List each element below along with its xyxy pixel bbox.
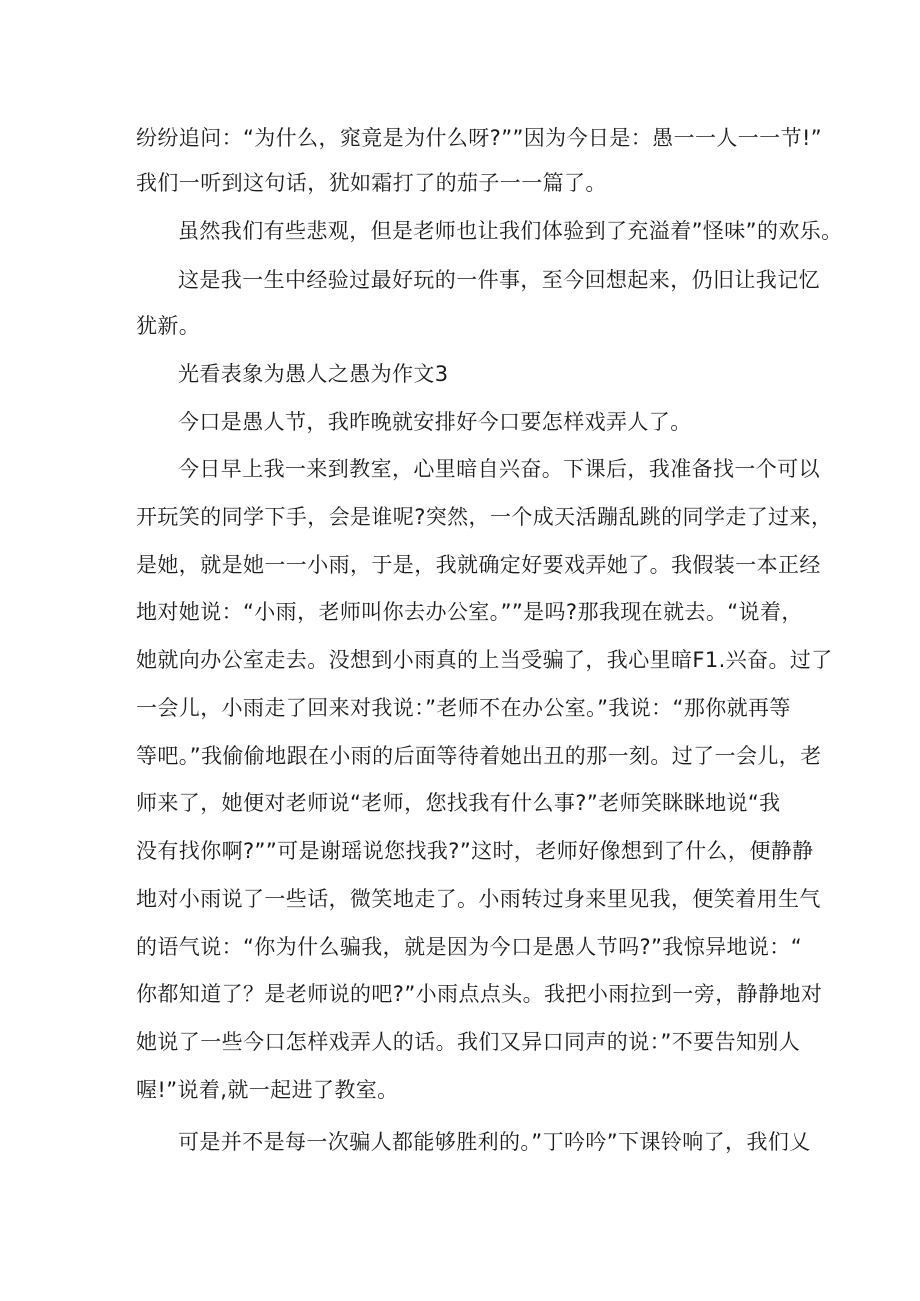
- text-line: 的语气说：“你为什么骗我，就是因为今口是愚人节吗?”我惊异地说：“: [136, 935, 802, 959]
- text-line: 是她，就是她一一小雨，于是，我就确定好要戏弄她了。我假装一本正经: [136, 553, 821, 577]
- text-line: 纷纷追问：“为什么，窕竟是为什么呀?””因为今日是：愚一一人一一节!”: [136, 126, 823, 150]
- text-line: 可是并不是每一次骗人都能够胜利的。”丁吟吟”下课铃响了，我们乂: [178, 1130, 811, 1154]
- section-heading: 光看表象为愚人之愚为作文3: [178, 362, 449, 386]
- text-line: 我们一听到这句话，犹如霜打了的茄子一一篇了。: [136, 171, 607, 195]
- text-line: 她说了一些今口怎样戏弄人的话。我们又异口同声的说：”不要告知别人: [136, 1030, 801, 1054]
- text-line: 犹新。: [136, 314, 201, 338]
- text-line: 这是我一生中经验过最好玩的一件事，至今回想起来，仍旧让我记忆: [178, 268, 820, 292]
- text-line: 你都知道了？是老师说的吧?”小雨点点头。我把小雨拉到一旁，静静地对: [136, 982, 823, 1006]
- text-line: 她就向办公室走去。没想到小雨真的上当受骗了，我心里暗F1.兴奋。过了: [136, 648, 833, 672]
- text-line: 喔!”说着,就一起进了教室。: [136, 1078, 399, 1102]
- text-line: 等吧。”我偷偷地跟在小雨的后面等待着她出丑的那一刻。过了一会儿，老: [136, 744, 822, 768]
- text-line: 地对她说：“小雨，老师叫你去办公室。””是吗?那我现在就去。“说着，: [136, 600, 803, 624]
- text-line: 一会儿，小雨走了回来对我说：”老师不在办公室。”我说：“那你就再等: [136, 696, 791, 720]
- text-line: 今口是愚人节，我昨晚就安排好今口要怎样戏弄人了。: [178, 410, 692, 434]
- text-line: 师来了，她便对老师说“老师，您找我有什么事?”老师笑眯眯地说“我: [136, 791, 781, 815]
- text-line: 今日早上我一来到教室，心里暗自兴奋。下课后，我准备找一个可以: [178, 457, 820, 481]
- text-line: 地对小雨说了一些话，微笑地走了。小雨转过身来里见我，便笑着用生气: [136, 887, 821, 911]
- text-line: 开玩笑的同学下手，会是谁呢?突然，一个成天活蹦乱跳的同学走了过来，: [136, 505, 833, 529]
- text-line: 虽然我们有些悲观，但是老师也让我们体验到了充溢着”怪味”的欢乐。: [178, 219, 843, 243]
- text-line: 没有找你啊?””可是谢瑶说您找我?”这时，老师好像想到了什么，便静静: [136, 839, 814, 863]
